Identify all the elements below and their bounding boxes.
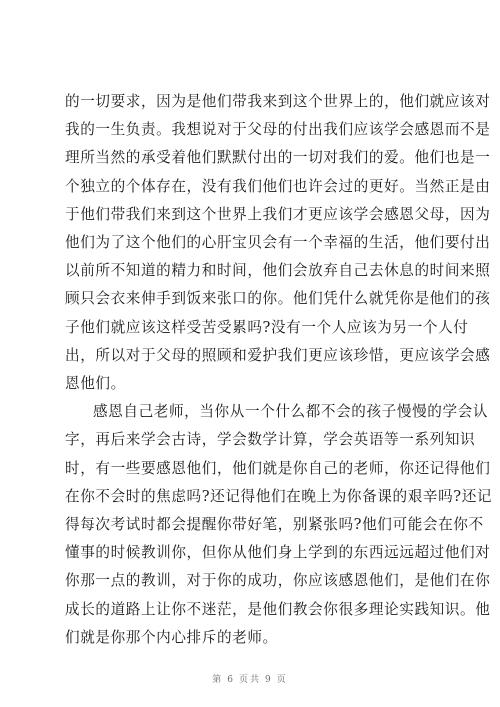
paragraph-teacher-gratitude <box>65 398 493 652</box>
text-line: 以前所不知道的精力和时间，他们会放弃自己去休息的时间来照 <box>65 262 491 280</box>
page-footer <box>0 672 500 685</box>
text-line: 他们为了这个他们的心肝宝贝会有一个幸福的生活，他们要付出 <box>65 234 491 252</box>
text-line: 在你不会时的焦虑吗?还记得他们在晚上为你备课的艰辛吗?还记 <box>65 487 493 505</box>
text-line: 恩他们。 <box>65 375 126 393</box>
footer-page-number: 6 <box>227 675 235 685</box>
text-line: 的一切要求，因为是他们带我来到这个世界上的，他们就应该对 <box>65 93 491 110</box>
text-line: 得每次考试时都会提醒你带好笔，别紧张吗?他们可能会在你不 <box>65 516 484 534</box>
text-line: 于他们带我们来到这个世界上我们才更应该学会感恩父母，因为 <box>65 205 491 223</box>
text-line: 成长的道路上让你不迷茫，是他们教会你很多理论实践知识。他 <box>65 600 491 618</box>
footer-middle: 页共 <box>238 675 261 685</box>
text-line: 们就是你那个内心排斥的老师。 <box>65 628 278 646</box>
text-line: 懂事的时候教训你，但你从他们身上学到的东西远远超过他们对 <box>65 544 491 562</box>
text-line: 时，有一些要感恩他们，他们就是你自己的老师，你还记得他们 <box>65 459 491 477</box>
text-line: 你那一点的教训，对于你的成功，你应该感恩他们，是他们在你 <box>65 572 491 590</box>
footer-total-pages: 9 <box>265 675 273 685</box>
text-line: 理所当然的承受着他们默默付出的一切对我们的爱。他们也是一 <box>65 149 491 167</box>
text-line: 我的一生负责。我想说对于父母的付出我们应该学会感恩而不是 <box>65 121 491 139</box>
text-line: 出，所以对于父母的照顾和爱护我们更应该珍惜，更应该学会感 <box>65 346 491 364</box>
footer-suffix: 页 <box>276 675 288 685</box>
paragraph-parents-gratitude <box>65 88 491 398</box>
text-line: 顾只会衣来伸手到饭来张口的你。他们凭什么就凭你是他们的孩 <box>65 290 491 308</box>
text-line: 个独立的个体存在，没有我们他们也许会过的更好。当然正是由 <box>65 177 491 195</box>
text-line: 子他们就应该这样受苦受累吗?没有一个人应该为另一个人付 <box>65 318 469 336</box>
document-body <box>65 88 493 652</box>
footer-prefix: 第 <box>212 675 224 685</box>
text-line: 字，再后来学会古诗，学会数学计算，学会英语等一系列知识 <box>65 431 476 449</box>
text-line: 感恩自己老师，当你从一个什么都不会的孩子慢慢的学会认 <box>93 403 489 421</box>
